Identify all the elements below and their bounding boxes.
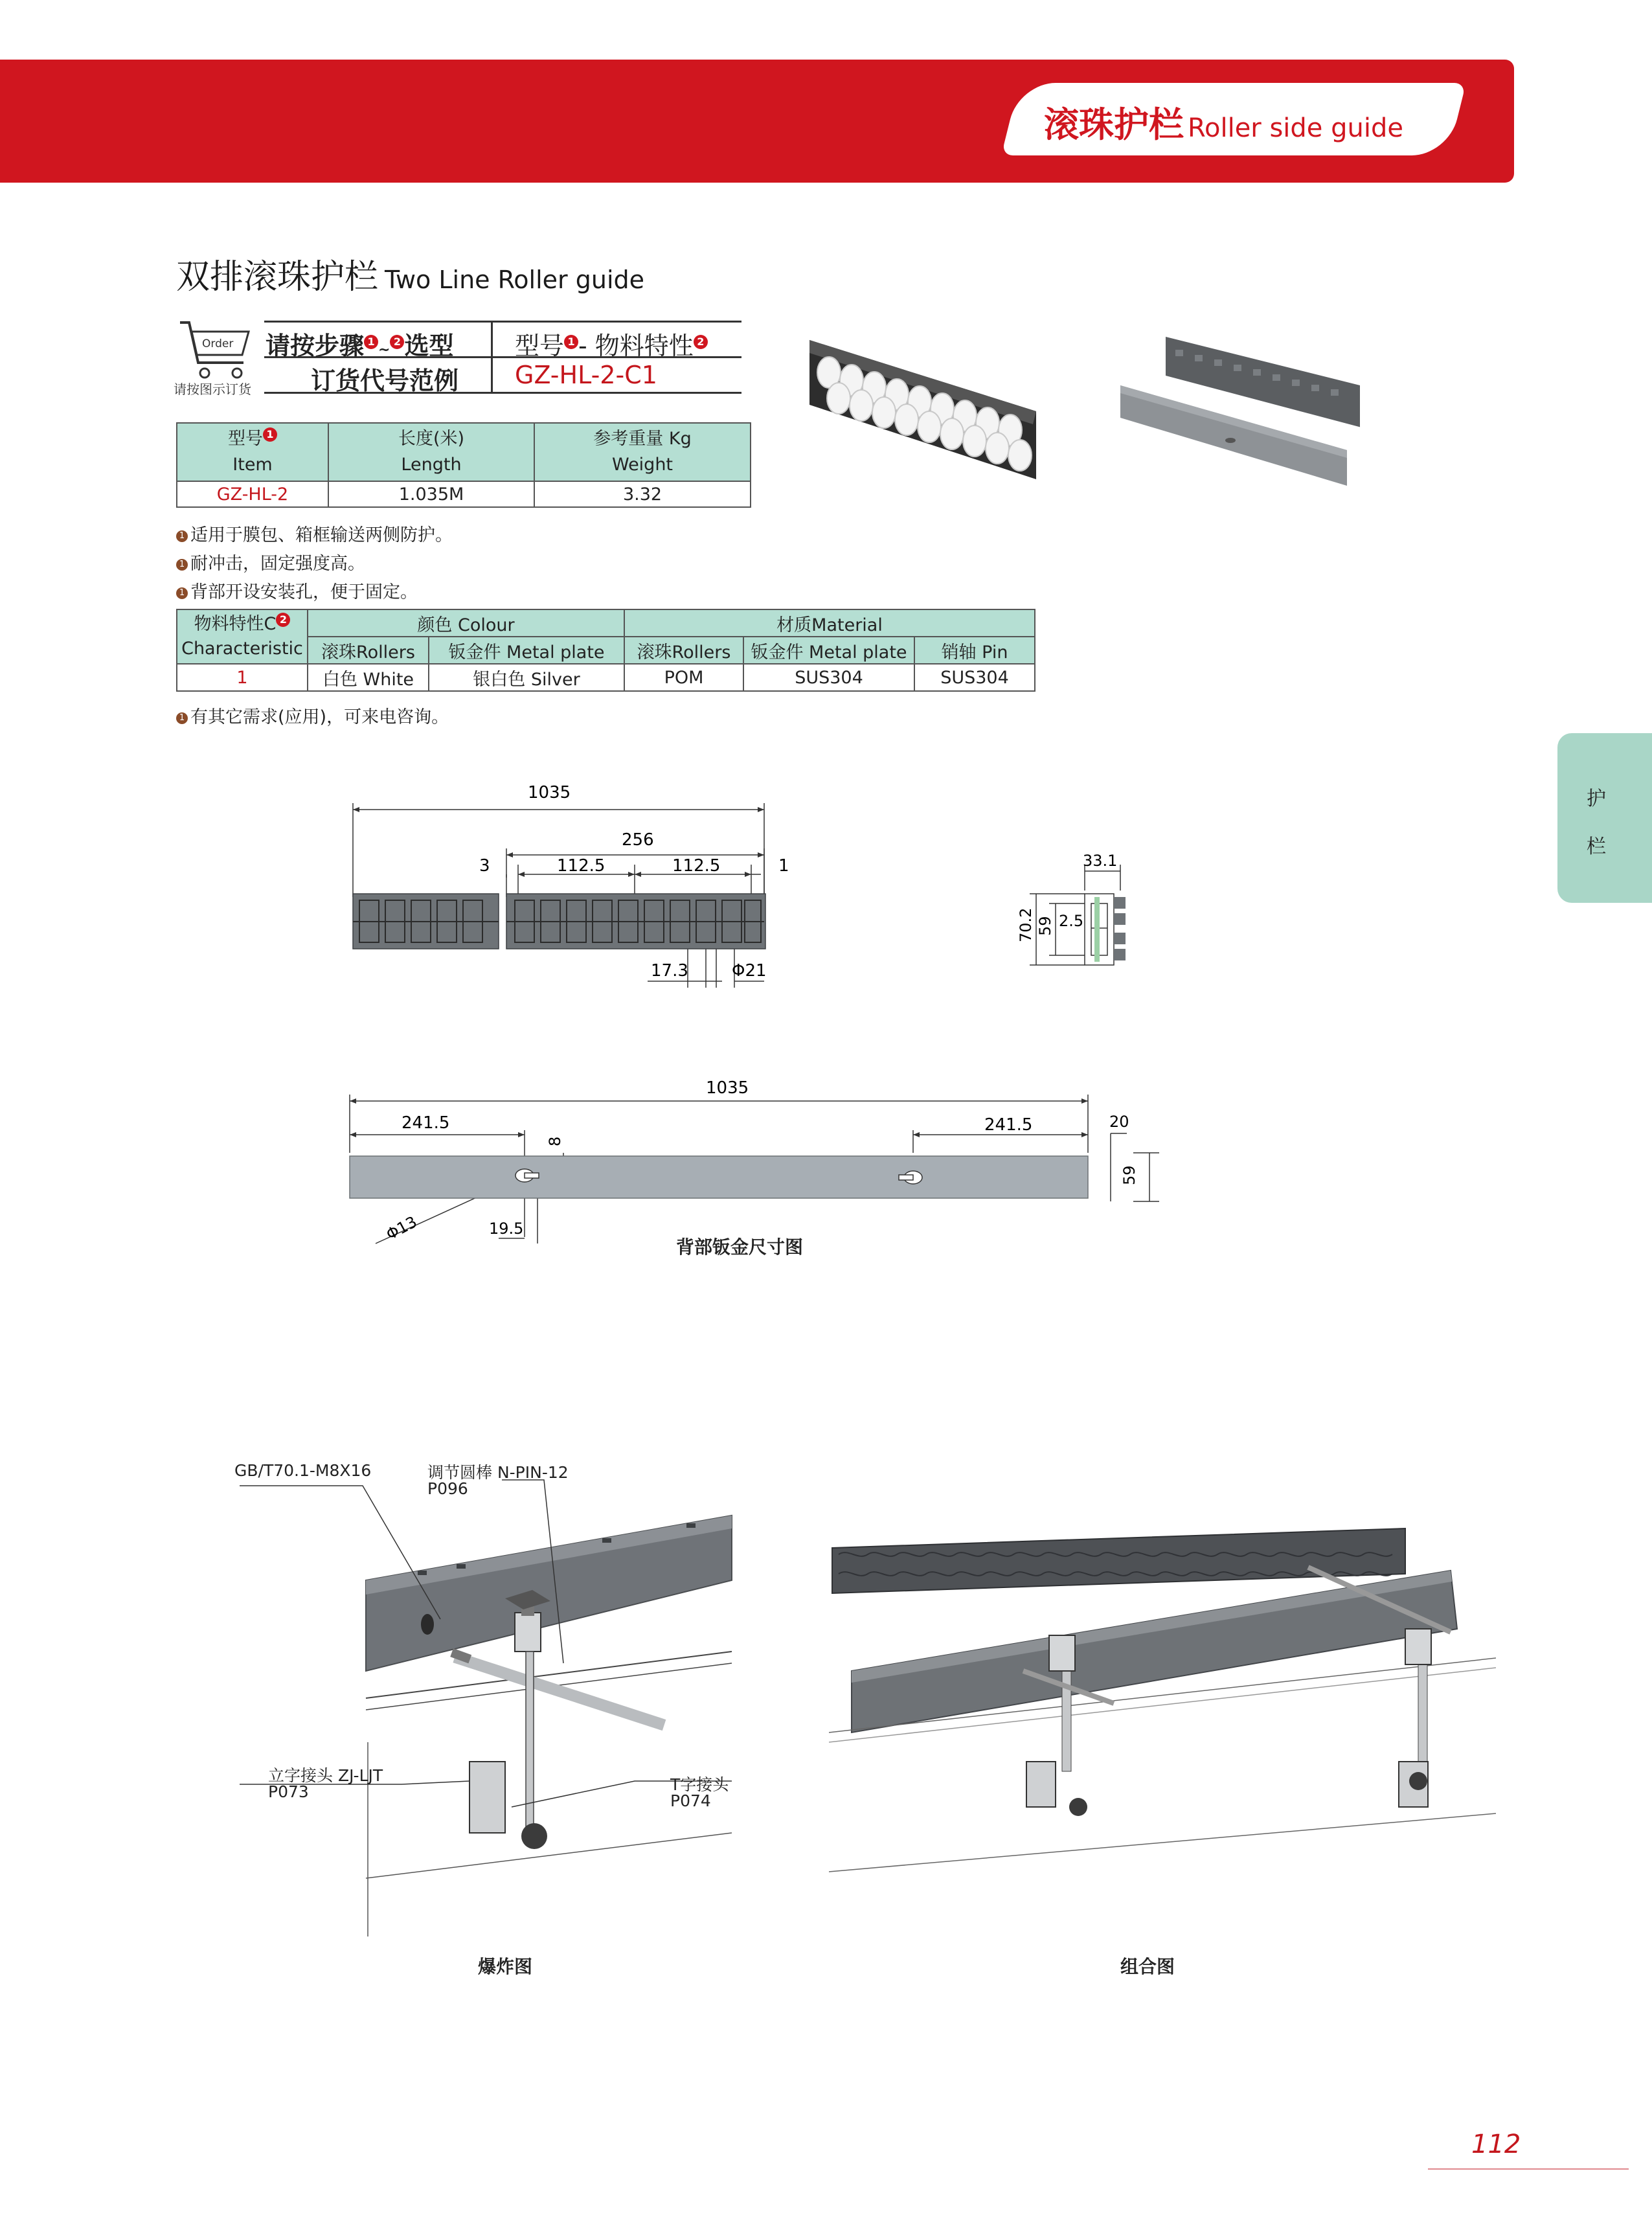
model-col-weight-en: Weight (611, 455, 673, 475)
material-col-colour-rollers: 滚珠Rollers (308, 637, 429, 664)
order-step-badge-1: 1 (364, 335, 378, 349)
order-step-suffix: 选型 (404, 332, 454, 360)
product-title-en: Two Line Roller guide (385, 266, 645, 294)
order-caption: 请按图示订货 (174, 381, 251, 397)
header-title (1044, 97, 1403, 149)
order-step-badge-2: 2 (390, 335, 404, 349)
material-cell-colour-plate: 银白色 Silver (429, 664, 624, 691)
model-col-length-en: Length (401, 455, 462, 475)
order-rule-top (264, 321, 741, 323)
feature-bullet-2: 1 (176, 559, 188, 571)
model-cell-item: GZ-HL-2 (177, 481, 328, 507)
order-formula-badge-2: 2 (694, 335, 708, 349)
assembled-view (829, 1509, 1496, 1898)
exploded-view (233, 1457, 745, 1936)
product-title-cn: 双排滚珠护栏 (176, 258, 379, 297)
dim-front-pitch-256: 256 (622, 830, 654, 850)
dim-front-1: 1 (778, 856, 789, 876)
material-cell-mat-plate: SUS304 (743, 664, 914, 691)
header-title-cn: 滚珠护栏 (1044, 104, 1184, 145)
feature-3 (176, 578, 418, 603)
dim-front-112-a: 112.5 (557, 856, 605, 876)
table-row (177, 481, 751, 507)
model-col-length (328, 423, 534, 481)
feature-bullet-3: 1 (176, 587, 188, 599)
material-col-characteristic (177, 609, 308, 664)
model-cell-length: 1.035M (328, 481, 534, 507)
feature-1 (176, 521, 453, 546)
dim-front-112-b: 112.5 (672, 856, 721, 876)
order-example-code: GZ-HL-2-C1 (515, 361, 657, 389)
dim-back-59: 59 (1120, 1165, 1138, 1185)
material-note (176, 703, 449, 728)
feature-1-text: 适用于膜包、箱框输送两侧防护。 (190, 525, 453, 545)
label-screw: GB/T70.1-M8X16 (234, 1461, 372, 1480)
dim-back-length: 1035 (706, 1078, 749, 1098)
label-upright-code: P073 (268, 1782, 309, 1801)
drawing-back-plate (337, 1069, 1243, 1256)
side-tab (1557, 733, 1652, 903)
label-pin: 调节圆棒 N-PIN-12 (427, 1463, 569, 1482)
material-col-mat-plate: 钣金件 Metal plate (743, 637, 914, 664)
dim-side-33: 33.1 (1083, 852, 1118, 870)
material-table (176, 609, 1035, 692)
assembled-caption: 组合图 (1120, 1956, 1175, 1977)
order-example-label: 订货代号范例 (311, 367, 459, 395)
dim-front-length: 1035 (528, 783, 571, 802)
dim-front-phi21: Φ21 (732, 961, 767, 981)
dim-back-phi13: Φ13 (383, 1212, 420, 1244)
material-char-cn: 物料特性C (194, 614, 277, 634)
material-group-colour: 颜色 Colour (308, 609, 624, 637)
material-cell-mat-rollers: POM (624, 664, 743, 691)
order-formula-sep: - 物料特性 (578, 332, 694, 360)
drawing-side-section (997, 852, 1192, 988)
label-tee-code: P074 (670, 1791, 711, 1810)
order-formula-badge-1: 1 (564, 335, 578, 349)
model-cell-weight: 3.32 (534, 481, 751, 507)
label-tee: T字接头 (670, 1775, 729, 1794)
product-title (176, 249, 644, 298)
model-col-weight-cn: 参考重量 Kg (593, 429, 692, 449)
back-drawing-caption: 背部钣金尺寸图 (676, 1236, 804, 1258)
model-col-weight (534, 423, 751, 481)
product-photo-guide-pair (1114, 330, 1360, 492)
page-number: 112 (1471, 2129, 1521, 2159)
order-formula (515, 326, 708, 361)
header-title-en: Roller side guide (1188, 113, 1403, 143)
cart-icon-label: Order (202, 337, 234, 350)
side-tab-char-1: 护 (1587, 788, 1606, 810)
dim-side-2-5: 2.5 (1059, 912, 1084, 930)
order-step-text (266, 326, 453, 361)
side-tab-char-2: 栏 (1587, 835, 1606, 858)
table-row (177, 664, 1035, 691)
material-cell-colour-rollers: 白色 White (308, 664, 429, 691)
dim-side-70: 70.2 (1017, 907, 1035, 942)
material-col-colour-plate: 钣金件 Metal plate (429, 637, 624, 664)
product-photo-rollers (803, 327, 1049, 495)
label-upright: 立字接头 ZJ-LJT (268, 1766, 383, 1785)
model-table (176, 422, 751, 508)
order-step-tilde: ~ (378, 342, 390, 358)
feature-3-text: 背部开设安装孔，便于固定。 (190, 582, 418, 602)
order-formula-model: 型号 (515, 332, 565, 360)
dim-side-59: 59 (1036, 916, 1054, 936)
material-cell-code: 1 (177, 664, 308, 691)
exploded-caption: 爆炸图 (478, 1956, 533, 1977)
feature-bullet-1: 1 (176, 530, 188, 542)
feature-2-text: 耐冲击，固定强度高。 (190, 554, 365, 574)
model-col-item-badge: 1 (263, 427, 277, 442)
dim-back-8: 8 (546, 1136, 564, 1146)
material-char-en: Characteristic (181, 639, 303, 659)
label-pin-code: P096 (427, 1479, 468, 1498)
material-col-mat-rollers: 滚珠Rollers (624, 637, 743, 664)
dim-back-241-left: 241.5 (402, 1113, 450, 1133)
order-step-prefix: 请按步骤 (266, 332, 365, 360)
model-col-item-en: Item (232, 455, 273, 475)
material-note-bullet: 1 (176, 712, 188, 724)
material-note-text: 有其它需求(应用)，可来电咨询。 (190, 707, 449, 727)
material-char-badge: 2 (276, 613, 290, 627)
order-divider (491, 321, 493, 392)
dim-back-241-right: 241.5 (984, 1115, 1033, 1135)
material-col-mat-pin: 销轴 Pin (914, 637, 1035, 664)
model-col-item-cn: 型号 (228, 429, 263, 449)
dim-back-20: 20 (1109, 1113, 1129, 1131)
model-col-item (177, 423, 328, 481)
page-number-rule (1428, 2168, 1629, 2170)
dim-front-17: 17.3 (651, 961, 688, 981)
dim-back-19-5: 19.5 (489, 1220, 524, 1238)
model-col-length-cn: 长度(米) (398, 429, 465, 449)
feature-2 (176, 549, 365, 574)
material-cell-mat-pin: SUS304 (914, 664, 1035, 691)
dim-front-3: 3 (479, 856, 490, 876)
material-group-material: 材质Material (624, 609, 1035, 637)
